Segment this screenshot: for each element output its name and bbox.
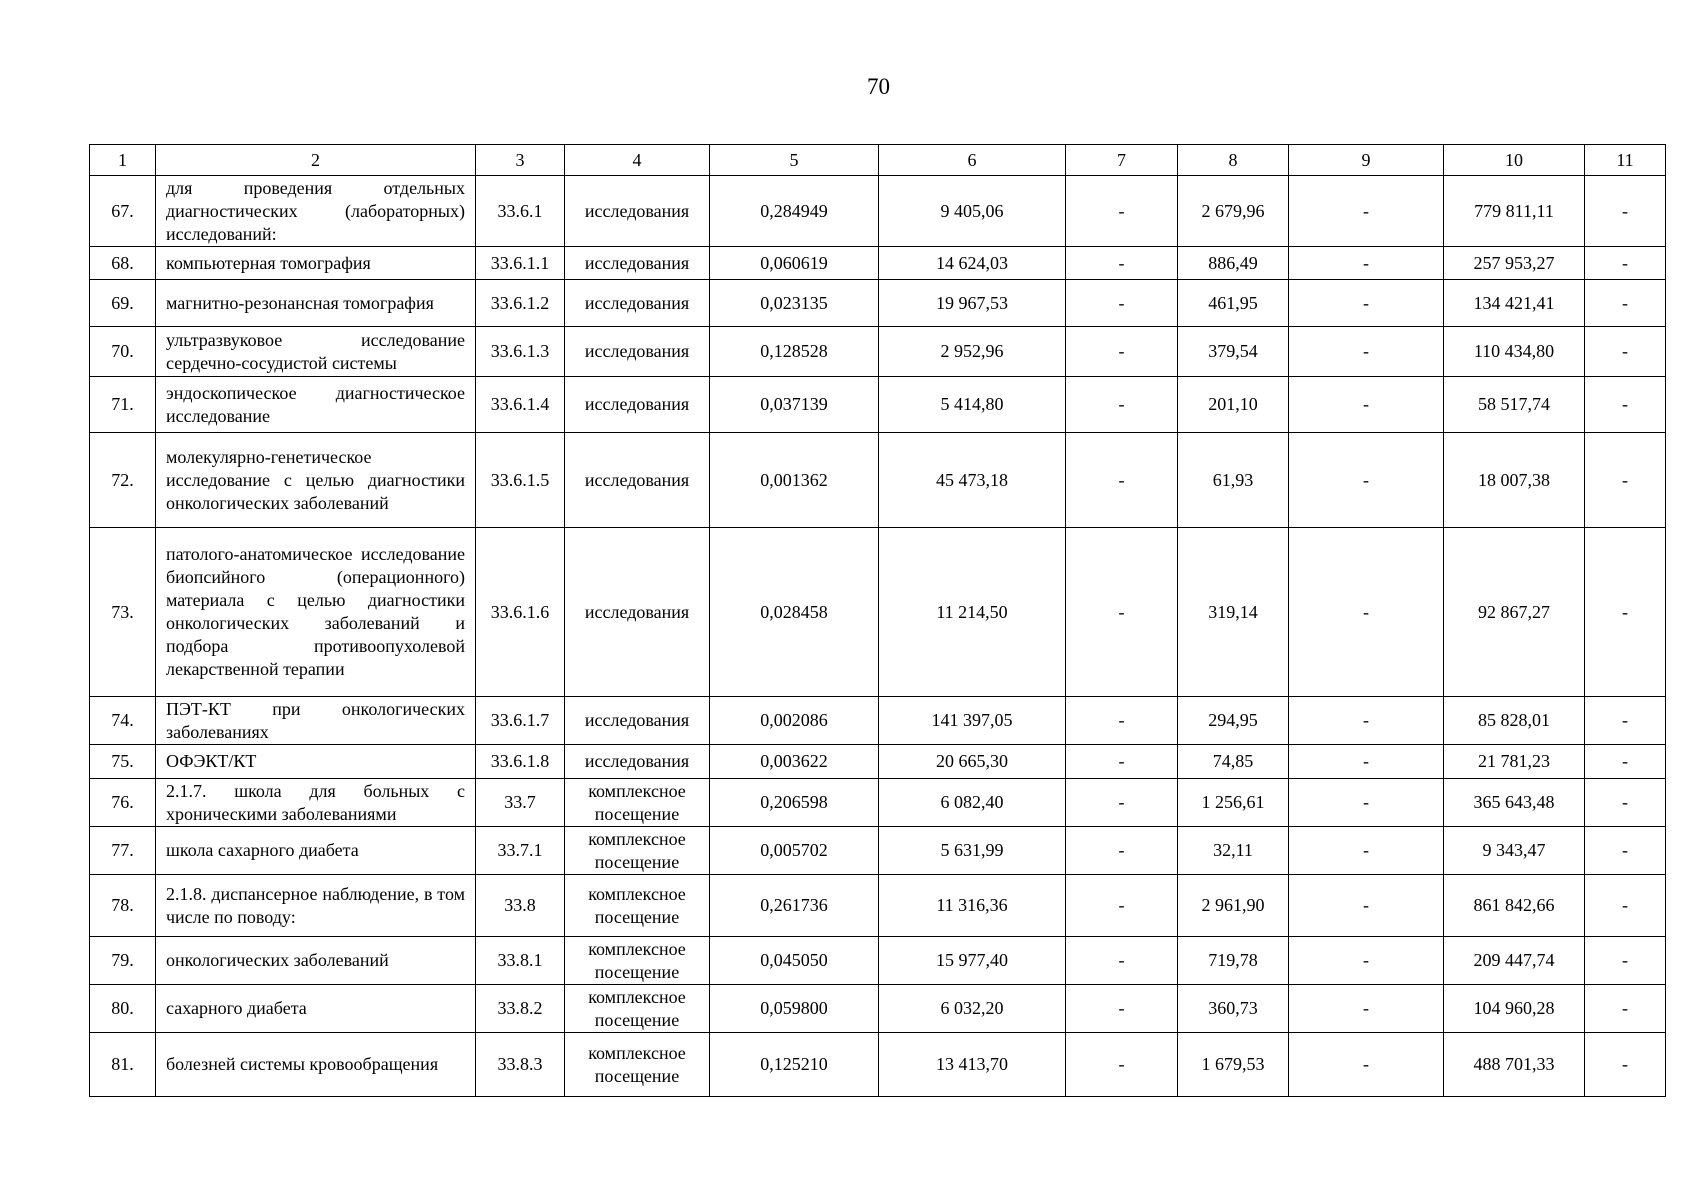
col-9-value: - [1289, 280, 1444, 327]
unit: исследования [565, 697, 710, 745]
col-7-value: - [1066, 779, 1178, 827]
col-5-value: 0,023135 [710, 280, 879, 327]
row-number: 76. [90, 779, 156, 827]
col-7-value: - [1066, 327, 1178, 377]
unit: исследования [565, 176, 710, 247]
col-5-value: 0,261736 [710, 875, 879, 937]
col-10-value: 488 701,33 [1444, 1033, 1585, 1097]
item-name: патолого-анатомическое исследование биопсийного (операционного) материала с целью диагностики онкологических заболеваний и подбора противоопухолевой лекарственной терапии [156, 528, 476, 697]
col-7-value: - [1066, 937, 1178, 985]
col-7-value: - [1066, 176, 1178, 247]
col-6-value: 11 214,50 [879, 528, 1066, 697]
col-6-value: 20 665,30 [879, 745, 1066, 779]
col-11-value: - [1585, 176, 1666, 247]
col-7-value: - [1066, 247, 1178, 280]
table-row [90, 875, 1666, 937]
row-number: 77. [90, 827, 156, 875]
col-7-value: - [1066, 985, 1178, 1033]
col-9-value: - [1289, 697, 1444, 745]
col-10-value: 365 643,48 [1444, 779, 1585, 827]
col-10-value: 779 811,11 [1444, 176, 1585, 247]
header-cell: 2 [156, 145, 476, 176]
row-number: 78. [90, 875, 156, 937]
item-name: болезней системы кровообращения [156, 1033, 476, 1097]
item-code: 33.6.1.7 [476, 697, 565, 745]
unit: комплексное посещение [565, 779, 710, 827]
header-cell: 10 [1444, 145, 1585, 176]
unit: комплексное посещение [565, 875, 710, 937]
header-cell: 6 [879, 145, 1066, 176]
col-11-value: - [1585, 247, 1666, 280]
item-code: 33.6.1.4 [476, 377, 565, 433]
col-9-value: - [1289, 827, 1444, 875]
col-11-value: - [1585, 779, 1666, 827]
item-code: 33.7 [476, 779, 565, 827]
col-9-value: - [1289, 985, 1444, 1033]
col-10-value: 257 953,27 [1444, 247, 1585, 280]
col-9-value: - [1289, 327, 1444, 377]
col-9-value: - [1289, 1033, 1444, 1097]
col-8-value: 61,93 [1178, 433, 1289, 528]
table-row [90, 779, 1666, 827]
unit: исследования [565, 327, 710, 377]
col-9-value: - [1289, 745, 1444, 779]
col-6-value: 11 316,36 [879, 875, 1066, 937]
col-8-value: 1 679,53 [1178, 1033, 1289, 1097]
col-7-value: - [1066, 377, 1178, 433]
table-row [90, 697, 1666, 745]
item-name: сахарного диабета [156, 985, 476, 1033]
col-10-value: 861 842,66 [1444, 875, 1585, 937]
unit: комплексное посещение [565, 827, 710, 875]
col-8-value: 319,14 [1178, 528, 1289, 697]
unit: комплексное посещение [565, 1033, 710, 1097]
header-cell: 5 [710, 145, 879, 176]
data-table [89, 144, 1666, 1097]
item-code: 33.6.1.6 [476, 528, 565, 697]
table-row [90, 176, 1666, 247]
table-row [90, 327, 1666, 377]
item-code: 33.6.1.8 [476, 745, 565, 779]
col-5-value: 0,037139 [710, 377, 879, 433]
col-11-value: - [1585, 875, 1666, 937]
col-5-value: 0,003622 [710, 745, 879, 779]
header-cell: 11 [1585, 145, 1666, 176]
col-5-value: 0,125210 [710, 1033, 879, 1097]
col-10-value: 134 421,41 [1444, 280, 1585, 327]
col-10-value: 209 447,74 [1444, 937, 1585, 985]
header-row [90, 145, 1666, 176]
col-5-value: 0,206598 [710, 779, 879, 827]
col-8-value: 201,10 [1178, 377, 1289, 433]
header-cell: 1 [90, 145, 156, 176]
table-row [90, 937, 1666, 985]
table-body [90, 145, 1666, 1097]
col-8-value: 32,11 [1178, 827, 1289, 875]
item-code: 33.8 [476, 875, 565, 937]
col-8-value: 379,54 [1178, 327, 1289, 377]
col-10-value: 21 781,23 [1444, 745, 1585, 779]
item-name: магнитно-резонансная томография [156, 280, 476, 327]
col-6-value: 9 405,06 [879, 176, 1066, 247]
col-10-value: 58 517,74 [1444, 377, 1585, 433]
item-name: ПЭТ-КТ при онкологических заболеваниях [156, 697, 476, 745]
col-7-value: - [1066, 433, 1178, 528]
col-7-value: - [1066, 1033, 1178, 1097]
col-10-value: 104 960,28 [1444, 985, 1585, 1033]
item-code: 33.8.1 [476, 937, 565, 985]
header-cell: 4 [565, 145, 710, 176]
col-11-value: - [1585, 433, 1666, 528]
col-6-value: 141 397,05 [879, 697, 1066, 745]
col-5-value: 0,002086 [710, 697, 879, 745]
col-9-value: - [1289, 247, 1444, 280]
col-8-value: 2 961,90 [1178, 875, 1289, 937]
item-code: 33.6.1.2 [476, 280, 565, 327]
header-cell: 3 [476, 145, 565, 176]
item-code: 33.6.1 [476, 176, 565, 247]
header-cell: 8 [1178, 145, 1289, 176]
col-8-value: 294,95 [1178, 697, 1289, 745]
table-row [90, 985, 1666, 1033]
table-row [90, 1033, 1666, 1097]
col-11-value: - [1585, 528, 1666, 697]
item-code: 33.7.1 [476, 827, 565, 875]
unit: исследования [565, 280, 710, 327]
unit: комплексное посещение [565, 937, 710, 985]
col-6-value: 14 624,03 [879, 247, 1066, 280]
col-11-value: - [1585, 697, 1666, 745]
item-name: 2.1.8. диспансерное наблюдение, в том числе по поводу: [156, 875, 476, 937]
header-cell: 7 [1066, 145, 1178, 176]
table-row [90, 433, 1666, 528]
col-11-value: - [1585, 745, 1666, 779]
col-10-value: 18 007,38 [1444, 433, 1585, 528]
col-7-value: - [1066, 875, 1178, 937]
col-7-value: - [1066, 280, 1178, 327]
row-number: 81. [90, 1033, 156, 1097]
col-5-value: 0,284949 [710, 176, 879, 247]
unit: комплексное посещение [565, 985, 710, 1033]
row-number: 67. [90, 176, 156, 247]
col-9-value: - [1289, 528, 1444, 697]
unit: исследования [565, 433, 710, 528]
row-number: 74. [90, 697, 156, 745]
item-name: для проведения отдельных диагностических (лабораторных) исследований: [156, 176, 476, 247]
row-number: 79. [90, 937, 156, 985]
col-9-value: - [1289, 875, 1444, 937]
row-number: 71. [90, 377, 156, 433]
col-11-value: - [1585, 1033, 1666, 1097]
table-row [90, 280, 1666, 327]
item-code: 33.8.3 [476, 1033, 565, 1097]
col-7-value: - [1066, 697, 1178, 745]
item-name: ультразвуковое исследование сердечно-сосудистой системы [156, 327, 476, 377]
item-name: школа сахарного диабета [156, 827, 476, 875]
col-7-value: - [1066, 827, 1178, 875]
col-11-value: - [1585, 327, 1666, 377]
row-number: 73. [90, 528, 156, 697]
col-7-value: - [1066, 745, 1178, 779]
row-number: 69. [90, 280, 156, 327]
item-name: эндоскопическое диагностическое исследование [156, 377, 476, 433]
col-7-value: - [1066, 528, 1178, 697]
col-11-value: - [1585, 280, 1666, 327]
col-9-value: - [1289, 433, 1444, 528]
col-11-value: - [1585, 377, 1666, 433]
row-number: 72. [90, 433, 156, 528]
col-8-value: 719,78 [1178, 937, 1289, 985]
col-10-value: 9 343,47 [1444, 827, 1585, 875]
item-code: 33.6.1.1 [476, 247, 565, 280]
col-8-value: 2 679,96 [1178, 176, 1289, 247]
item-code: 33.6.1.5 [476, 433, 565, 528]
item-name: компьютерная томография [156, 247, 476, 280]
col-11-value: - [1585, 827, 1666, 875]
col-5-value: 0,060619 [710, 247, 879, 280]
unit: исследования [565, 377, 710, 433]
row-number: 75. [90, 745, 156, 779]
col-8-value: 886,49 [1178, 247, 1289, 280]
unit: исследования [565, 247, 710, 280]
col-6-value: 5 631,99 [879, 827, 1066, 875]
col-8-value: 1 256,61 [1178, 779, 1289, 827]
col-5-value: 0,059800 [710, 985, 879, 1033]
col-5-value: 0,005702 [710, 827, 879, 875]
col-9-value: - [1289, 377, 1444, 433]
col-11-value: - [1585, 937, 1666, 985]
table-row [90, 377, 1666, 433]
col-5-value: 0,128528 [710, 327, 879, 377]
unit: исследования [565, 528, 710, 697]
table-row [90, 745, 1666, 779]
col-5-value: 0,028458 [710, 528, 879, 697]
col-9-value: - [1289, 176, 1444, 247]
col-6-value: 13 413,70 [879, 1033, 1066, 1097]
table-row [90, 827, 1666, 875]
col-6-value: 5 414,80 [879, 377, 1066, 433]
col-5-value: 0,045050 [710, 937, 879, 985]
col-8-value: 461,95 [1178, 280, 1289, 327]
col-10-value: 92 867,27 [1444, 528, 1585, 697]
col-10-value: 110 434,80 [1444, 327, 1585, 377]
col-8-value: 360,73 [1178, 985, 1289, 1033]
col-6-value: 15 977,40 [879, 937, 1066, 985]
table-row [90, 247, 1666, 280]
item-name: ОФЭКТ/КТ [156, 745, 476, 779]
col-5-value: 0,001362 [710, 433, 879, 528]
header-cell: 9 [1289, 145, 1444, 176]
col-6-value: 6 082,40 [879, 779, 1066, 827]
col-9-value: - [1289, 937, 1444, 985]
unit: исследования [565, 745, 710, 779]
page-number: 70 [867, 74, 890, 99]
col-6-value: 2 952,96 [879, 327, 1066, 377]
row-number: 70. [90, 327, 156, 377]
row-number: 68. [90, 247, 156, 280]
col-6-value: 19 967,53 [879, 280, 1066, 327]
col-6-value: 6 032,20 [879, 985, 1066, 1033]
item-code: 33.6.1.3 [476, 327, 565, 377]
col-11-value: - [1585, 985, 1666, 1033]
item-name: 2.1.7. школа для больных с хроническими заболеваниями [156, 779, 476, 827]
table-row [90, 528, 1666, 697]
col-8-value: 74,85 [1178, 745, 1289, 779]
item-name: молекулярно-генетическое исследование с целью диагностики онкологических заболеваний [156, 433, 476, 528]
row-number: 80. [90, 985, 156, 1033]
col-10-value: 85 828,01 [1444, 697, 1585, 745]
col-6-value: 45 473,18 [879, 433, 1066, 528]
item-code: 33.8.2 [476, 985, 565, 1033]
col-9-value: - [1289, 779, 1444, 827]
item-name: онкологических заболеваний [156, 937, 476, 985]
